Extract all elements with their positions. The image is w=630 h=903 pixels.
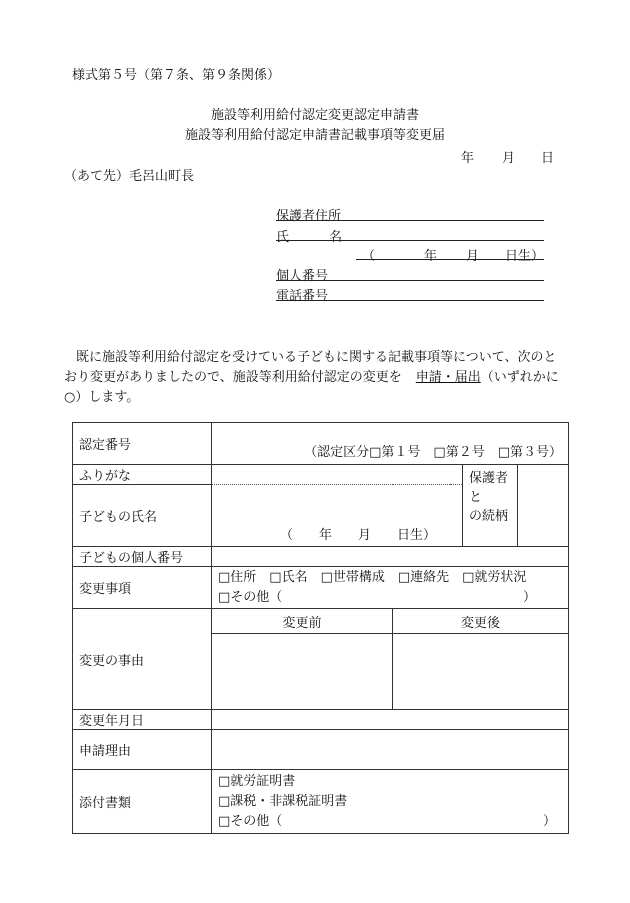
body-line-2-pre: おり変更がありましたので、施設等利用給付認定の変更を — [64, 370, 402, 385]
name-field[interactable] — [276, 226, 544, 241]
guardian-relation-line-1: 保護者と — [469, 471, 509, 505]
cert-category: （認定区分□第１号 □第２号 □第３号） — [304, 445, 562, 460]
form-table — [72, 422, 569, 834]
row-furigana — [73, 465, 569, 485]
change-items-label: 変更事項 — [73, 567, 212, 609]
attach-other[interactable]: □その他（ — [218, 813, 283, 829]
child-birth: （ 年 月 日生） — [280, 528, 437, 543]
child-name-label: 子どもの氏名 — [73, 485, 212, 547]
body-line-2-post: （いずれかに — [480, 370, 559, 385]
reason-label: 変更の事由 — [73, 609, 212, 710]
change-items-field — [212, 567, 569, 609]
body-line-2 — [64, 366, 559, 385]
before-label: 変更前 — [212, 609, 393, 634]
change-date-field[interactable] — [212, 710, 569, 730]
attachments-label: 添付書類 — [73, 770, 212, 834]
birth-open: （ — [362, 249, 376, 264]
attachments-field — [212, 770, 569, 834]
furigana-field[interactable] — [212, 465, 463, 485]
child-mynumber-field[interactable] — [212, 547, 569, 567]
change-items-other[interactable]: □その他（ — [218, 590, 283, 605]
mynumber-field[interactable] — [276, 266, 544, 281]
guardian-relation-field[interactable] — [518, 465, 569, 547]
row-change-items — [73, 567, 569, 609]
child-mynumber-label: 子どもの個人番号 — [73, 547, 212, 567]
attach-other-row — [218, 812, 562, 832]
row-child-mynumber — [73, 547, 569, 567]
birth-day: 日生） — [505, 249, 545, 264]
cert-number-field[interactable] — [212, 423, 569, 465]
after-label: 変更後 — [393, 609, 569, 634]
child-name-field[interactable] — [212, 485, 463, 547]
birthdate-field[interactable] — [356, 245, 544, 260]
change-items-close: ） — [522, 590, 536, 605]
apply-reason-label: 申請理由 — [73, 730, 212, 770]
row-change-date — [73, 710, 569, 730]
birth-month: 月 — [466, 249, 480, 264]
birth-year: 年 — [424, 249, 438, 264]
addressee: （あて先）毛呂山町長 — [64, 169, 195, 184]
address-field[interactable] — [276, 206, 544, 221]
date-month: 月 — [502, 151, 516, 166]
guardian-relation-line-2: の続柄 — [469, 509, 509, 524]
furigana-label: ふりがな — [73, 465, 212, 485]
date-year: 年 — [461, 151, 475, 166]
apply-or-notify-choice[interactable]: 申請・届出 — [415, 370, 481, 385]
address-label: 保護者住所 — [276, 209, 342, 224]
name-label-1: 氏 — [276, 230, 290, 245]
apply-reason-field[interactable] — [212, 730, 569, 770]
row-apply-reason — [73, 730, 569, 770]
row-reason-header — [73, 609, 569, 634]
row-cert-number — [73, 423, 569, 465]
title-line-1: 施設等利用給付認定変更認定申請書 — [210, 108, 419, 123]
change-items-other-row — [218, 588, 562, 608]
mynumber-label: 個人番号 — [276, 269, 329, 284]
phone-label: 電話番号 — [276, 289, 329, 304]
phone-field[interactable] — [276, 286, 544, 301]
change-date-label: 変更年月日 — [73, 710, 212, 730]
cert-number-label: 認定番号 — [73, 423, 212, 465]
before-field[interactable] — [212, 634, 393, 710]
date-day: 日 — [541, 151, 555, 166]
body-line-1: 既に施設等利用給付認定を受けている子どもに関する記載事項等について、次のと — [76, 350, 557, 365]
change-items-options[interactable]: □住所 □氏名 □世帯構成 □連絡先 □就労状況 — [218, 570, 527, 585]
body-line-3: ○）します。 — [64, 390, 140, 405]
guardian-relation-label — [463, 465, 518, 547]
row-attachments — [73, 770, 569, 834]
title-line-2: 施設等利用給付認定申請書記載事項等変更届 — [184, 128, 445, 143]
attach-other-close: ） — [542, 813, 556, 829]
after-field[interactable] — [393, 634, 569, 710]
attach-tax[interactable]: □課税・非課税証明書 — [218, 793, 348, 809]
form-code: 様式第５号（第７条、第９条関係） — [72, 68, 281, 83]
attach-employment[interactable]: □就労証明書 — [218, 773, 296, 789]
name-label-2: 名 — [329, 230, 343, 245]
